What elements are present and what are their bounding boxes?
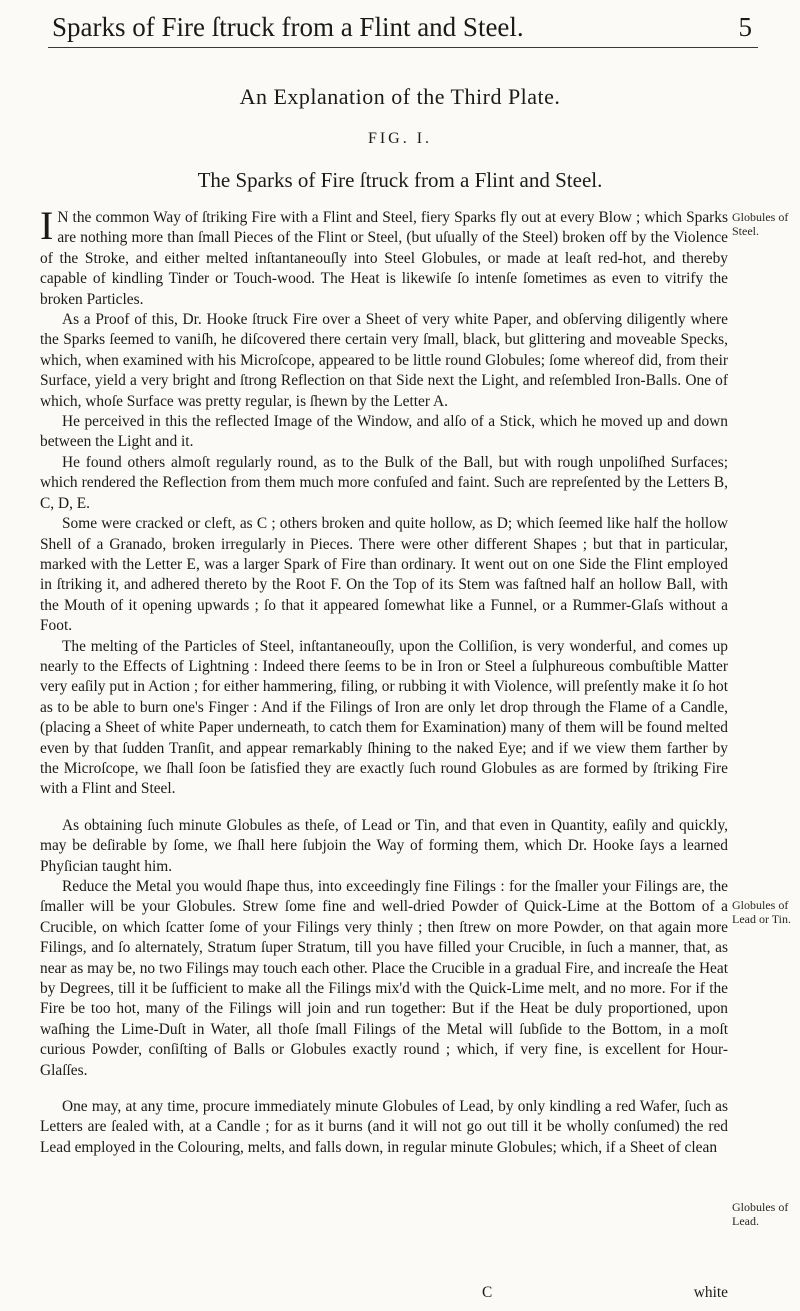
paragraph: As a Proof of this, Dr. Hooke ſtruck Fire over a Sheet of very white Paper, and obſerving diligently where the Sparks ſeemed to vaniſh, he diſcovered there certain very ſmall, black, but glittering and moveable Specks, which, when examined with his Microſcope, appeared to be little round Globules; ſome whereof did, from their Surface, yield a very bright and ſtrong Reflection on that Side next the Light, and reſembled Iron-Balls. One of which, whoſe Surface was pretty regular, is ſhewn by the Letter A.: [40, 311, 728, 410]
margin-note: Globules of Lead.: [732, 1200, 789, 1228]
paragraph: Reduce the Metal you would ſhape thus, into exceedingly fine Filings : for the ſmaller your Filings are, the ſmaller will be your Globules. Strew ſome fine and well-dried Powder of Quick-Lime at the Bottom of a Crucible, on which ſcatter ſome of your Filings very thinly ; then ſtrew on more Powder, on that again more Filings, and ſo alternately, Stratum ſuper Stratum, till you have filled your Crucible, in ſuch a manner, that, as near as may be, no two Filings may touch each other. Place the Crucible in a gradual Fire, and increaſe the Heat by Degrees, till it be ſufficient to make all the Filings mix'd with the Quick-Lime melt, and no more. For if the Fire be too hot, many of the Filings will join and run together: But if the Heat be duly proportioned, upon waſhing the Lime-Duſt in Water, all thoſe ſmall Filings of the Metal will ſubſide to the Bottom, in a moſt curious Powder, conſiſting of Balls or Globules exactly round ; which, if very fine, is excellent for Hour-Glaſſes.: [40, 878, 728, 1079]
paragraph: He perceived in this the reflected Image of the Window, and alſo of a Stick, which he moved up and down between the Light and it.: [40, 413, 728, 451]
running-title: Sparks of Fire ſtruck from a Flint and Steel.: [52, 12, 524, 42]
figure-label: FIG. I.: [367, 130, 433, 147]
signature-mark: C: [482, 1284, 493, 1301]
margin-note: Globules of Lead or Tin.: [732, 898, 792, 926]
running-header: [52, 10, 752, 44]
page-number: 5: [738, 12, 752, 42]
plate-heading: An Explanation of the Third Plate.: [239, 84, 561, 109]
paragraph: IN the common Way of ſtriking Fire with a Flint and Steel, fiery Sparks fly out at every Blow ; which Sparks are nothing more than ſmall Pieces of the Flint or Steel, (but uſually of the Steel) broken off by the Violence of the Stroke, and either melted inſtantaneouſly into Steel Globules, or made at leaſt red-hot, and thereby capable of kindling Tinder or Touch-wood. The Heat is likewiſe ſo intenſe ſometimes as even to vitrify the broken Particles.: [40, 203, 728, 308]
paragraph: Some were cracked or cleft, as C ; others broken and quite hollow, as D; which ſeemed like half the hollow Shell of a Granado, broken irregularly in Pieces. There were other different Shapes ; but that in particular, marked with the Letter E, was a larger Spark of Fire than ordinary. It went out on one Side the Flint employed in ſtriking it, and adhered thereto by the Root F. On the Top of its Stem was faſtned half an hollow Ball, with the Mouth of it opening upwards ; ſo that it appeared ſomewhat like a Funnel, or a Rummer-Glaſs without a Foot.: [40, 515, 728, 635]
body-text: [40, 203, 728, 1158]
catchword: white: [693, 1284, 728, 1301]
paragraph: The melting of the Particles of Steel, inſtantaneouſly, upon the Colliſion, is very wonderful, and comes up nearly to the Effects of Lightning : Indeed there ſeems to be in Iron or Steel a ſulphureous combuſtible Matter very eaſily put in Action ; for either hammering, filing, or rubbing it with Violence, will preſently make it ſo hot as to be able to burn one's Finger : And if the Filings of Iron are only let drop through the Flame of a Candle, (placing a Sheet of white Paper underneath, to catch them for Examination) many of them will be found melted even by that ſudden Tranſit, and appear remarkably ſhining to the naked Eye; and if we view them farther by the Microſcope, we ſhall ſoon be ſatisfied they are exactly ſuch round Globules as are formed by ſtriking Fire with a Flint and Steel.: [40, 637, 728, 798]
margin-note: Globules of Steel.: [732, 210, 789, 238]
paragraph: One may, at any time, procure immediately minute Globules of Lead, by only kindling a red Wafer, ſuch as Letters are ſealed with, at a Candle ; for as it burns (and it will not go out till it be wholly conſumed) the red Lead employed in the Colouring, melts, and falls down, in regular minute Globules; which, if a Sheet of clean: [40, 1098, 728, 1156]
paragraph: He found others almoſt regularly round, as to the Bulk of the Ball, but with rough unpoliſhed Surfaces; which rendered the Reflection from them much more confuſed and faint. Such are repreſented by the Letters B, C, D, E.: [40, 453, 728, 512]
header-rule: [48, 47, 758, 48]
paragraph: As obtaining ſuch minute Globules as theſe, of Lead or Tin, and that even in Quantity, eaſily and quickly, may be deſirable by ſome, we ſhall here ſubjoin the Way of forming them, which Dr. Hooke ſays a learned Phyſician taught him.: [40, 816, 728, 875]
section-title: The Sparks of Fire ſtruck from a Flint and Steel.: [197, 168, 603, 192]
